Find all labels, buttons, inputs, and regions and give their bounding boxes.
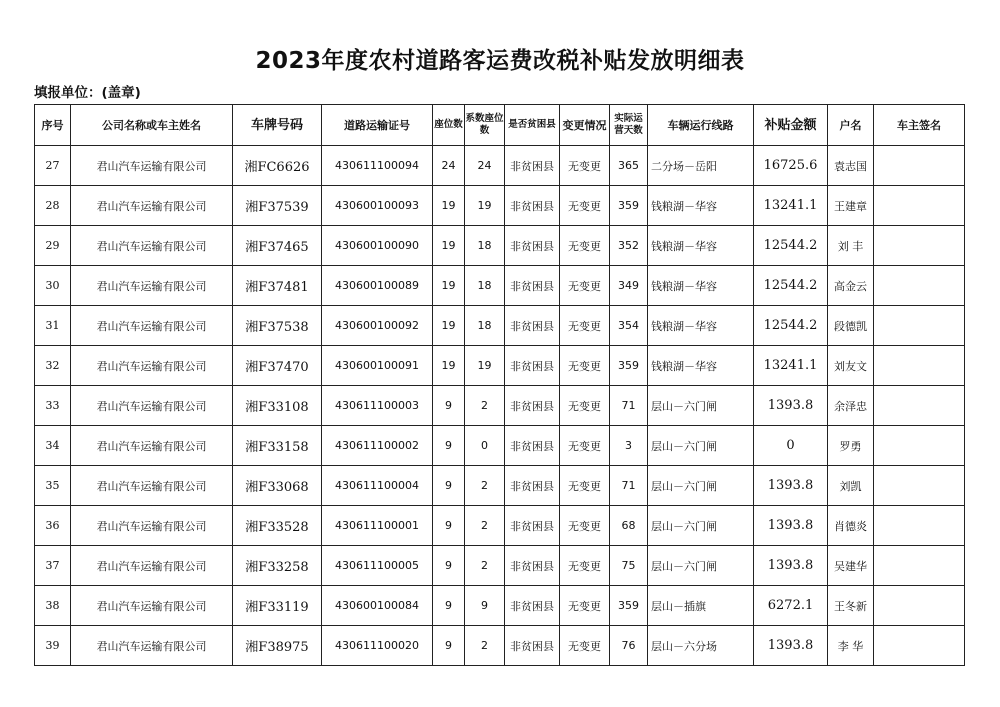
cell-seq: 31 (35, 306, 71, 346)
cell-poor-county: 非贫困县 (505, 546, 560, 586)
table-row (35, 146, 965, 186)
cell-plate: 湘F33068 (233, 466, 322, 506)
cell-change: 无变更 (560, 546, 610, 586)
cell-seats: 9 (433, 426, 465, 466)
cell-account: 高金云 (828, 266, 874, 306)
cell-plate: 湘F33258 (233, 546, 322, 586)
cell-route: 钱粮湖－华容 (648, 346, 754, 386)
cell-route: 层山－六分场 (648, 626, 754, 666)
document-title: 2023年度农村道路客运费改税补贴发放明细表 (255, 48, 745, 74)
cell-seats: 19 (433, 266, 465, 306)
col-header-days: 实际运营天数 (610, 105, 648, 146)
cell-account: 余泽忠 (828, 386, 874, 426)
cell-license: 430611100020 (322, 626, 433, 666)
cell-seq: 34 (35, 426, 71, 466)
cell-account: 段德凯 (828, 306, 874, 346)
cell-license: 430600100090 (322, 226, 433, 266)
cell-seats: 24 (433, 146, 465, 186)
cell-seq: 28 (35, 186, 71, 226)
cell-amount: 1393.8 (754, 466, 828, 506)
cell-poor-county: 非贫困县 (505, 226, 560, 266)
cell-coef-seats: 2 (465, 386, 505, 426)
cell-license: 430611100002 (322, 426, 433, 466)
cell-seq: 35 (35, 466, 71, 506)
cell-company: 君山汽车运输有限公司 (71, 586, 233, 626)
cell-change: 无变更 (560, 346, 610, 386)
cell-account: 袁志国 (828, 146, 874, 186)
cell-amount: 13241.1 (754, 186, 828, 226)
col-header-company: 公司名称或车主姓名 (71, 105, 233, 146)
cell-change: 无变更 (560, 146, 610, 186)
col-header-coef-seats: 系数座位数 (465, 105, 505, 146)
cell-plate: 湘F37470 (233, 346, 322, 386)
cell-change: 无变更 (560, 626, 610, 666)
cell-amount: 6272.1 (754, 586, 828, 626)
cell-signature[interactable] (874, 186, 965, 226)
cell-company: 君山汽车运输有限公司 (71, 546, 233, 586)
cell-plate: 湘F33158 (233, 426, 322, 466)
cell-amount: 12544.2 (754, 306, 828, 346)
cell-seq: 39 (35, 626, 71, 666)
cell-change: 无变更 (560, 466, 610, 506)
cell-seats: 9 (433, 586, 465, 626)
cell-company: 君山汽车运输有限公司 (71, 626, 233, 666)
col-header-amount: 补贴金额 (754, 105, 828, 146)
cell-amount: 13241.1 (754, 346, 828, 386)
cell-coef-seats: 24 (465, 146, 505, 186)
cell-coef-seats: 9 (465, 586, 505, 626)
cell-license: 430611100001 (322, 506, 433, 546)
cell-company: 君山汽车运输有限公司 (71, 186, 233, 226)
cell-amount: 1393.8 (754, 626, 828, 666)
cell-seats: 19 (433, 186, 465, 226)
cell-signature[interactable] (874, 546, 965, 586)
cell-seats: 19 (433, 226, 465, 266)
cell-days: 68 (610, 506, 648, 546)
cell-account: 王冬新 (828, 586, 874, 626)
cell-route: 钱粮湖－华容 (648, 186, 754, 226)
reporting-unit-label: 填报单位：(盖章) (34, 85, 141, 101)
cell-amount: 1393.8 (754, 546, 828, 586)
cell-coef-seats: 2 (465, 546, 505, 586)
cell-company: 君山汽车运输有限公司 (71, 426, 233, 466)
cell-account: 刘友文 (828, 346, 874, 386)
cell-change: 无变更 (560, 506, 610, 546)
table-row (35, 226, 965, 266)
cell-plate: 湘F37539 (233, 186, 322, 226)
cell-coef-seats: 18 (465, 266, 505, 306)
cell-change: 无变更 (560, 586, 610, 626)
cell-seats: 9 (433, 626, 465, 666)
cell-plate: 湘F33108 (233, 386, 322, 426)
cell-days: 365 (610, 146, 648, 186)
cell-signature[interactable] (874, 386, 965, 426)
col-header-account: 户名 (828, 105, 874, 146)
cell-company: 君山汽车运输有限公司 (71, 506, 233, 546)
cell-seq: 37 (35, 546, 71, 586)
cell-license: 430611100003 (322, 386, 433, 426)
cell-days: 349 (610, 266, 648, 306)
cell-change: 无变更 (560, 226, 610, 266)
cell-account: 王建章 (828, 186, 874, 226)
cell-amount: 16725.6 (754, 146, 828, 186)
cell-days: 76 (610, 626, 648, 666)
cell-seats: 19 (433, 306, 465, 346)
cell-poor-county: 非贫困县 (505, 626, 560, 666)
subsidy-table (34, 104, 965, 666)
col-header-poor-county: 是否贫困县 (505, 105, 560, 146)
col-header-signature: 车主签名 (874, 105, 965, 146)
cell-company: 君山汽车运输有限公司 (71, 266, 233, 306)
col-header-route: 车辆运行线路 (648, 105, 754, 146)
cell-poor-county: 非贫困县 (505, 266, 560, 306)
col-header-license: 道路运输证号 (322, 105, 433, 146)
cell-seq: 36 (35, 506, 71, 546)
cell-seq: 32 (35, 346, 71, 386)
cell-signature[interactable] (874, 506, 965, 546)
cell-company: 君山汽车运输有限公司 (71, 466, 233, 506)
cell-signature[interactable] (874, 146, 965, 186)
cell-days: 71 (610, 466, 648, 506)
cell-seats: 9 (433, 386, 465, 426)
cell-days: 71 (610, 386, 648, 426)
cell-seats: 9 (433, 546, 465, 586)
cell-plate: 湘F37465 (233, 226, 322, 266)
cell-route: 钱粮湖－华容 (648, 266, 754, 306)
cell-days: 354 (610, 306, 648, 346)
cell-poor-county: 非贫困县 (505, 186, 560, 226)
cell-license: 430600100093 (322, 186, 433, 226)
cell-account: 刘 丰 (828, 226, 874, 266)
cell-seats: 9 (433, 466, 465, 506)
cell-amount: 12544.2 (754, 266, 828, 306)
cell-route: 层山－六门闸 (648, 386, 754, 426)
cell-plate: 湘F33528 (233, 506, 322, 546)
cell-coef-seats: 18 (465, 226, 505, 266)
cell-change: 无变更 (560, 306, 610, 346)
cell-poor-county: 非贫困县 (505, 386, 560, 426)
cell-seq: 27 (35, 146, 71, 186)
cell-days: 359 (610, 586, 648, 626)
cell-account: 吴建华 (828, 546, 874, 586)
cell-poor-county: 非贫困县 (505, 426, 560, 466)
table-row (35, 266, 965, 306)
cell-route: 层山－六门闸 (648, 506, 754, 546)
cell-coef-seats: 2 (465, 506, 505, 546)
cell-account: 肖德炎 (828, 506, 874, 546)
cell-coef-seats: 19 (465, 346, 505, 386)
cell-amount: 0 (754, 426, 828, 466)
cell-days: 352 (610, 226, 648, 266)
cell-seq: 29 (35, 226, 71, 266)
cell-change: 无变更 (560, 266, 610, 306)
cell-license: 430611100094 (322, 146, 433, 186)
col-header-seq: 序号 (35, 105, 71, 146)
cell-coef-seats: 2 (465, 466, 505, 506)
table-row (35, 546, 965, 586)
table-row (35, 466, 965, 506)
cell-change: 无变更 (560, 426, 610, 466)
cell-signature[interactable] (874, 306, 965, 346)
col-header-change: 变更情况 (560, 105, 610, 146)
cell-company: 君山汽车运输有限公司 (71, 386, 233, 426)
cell-days: 359 (610, 186, 648, 226)
cell-signature[interactable] (874, 346, 965, 386)
cell-coef-seats: 2 (465, 626, 505, 666)
cell-poor-county: 非贫困县 (505, 306, 560, 346)
cell-route: 层山－六门闸 (648, 466, 754, 506)
cell-amount: 12544.2 (754, 226, 828, 266)
cell-route: 二分场－岳阳 (648, 146, 754, 186)
table-row (35, 306, 965, 346)
cell-days: 75 (610, 546, 648, 586)
cell-poor-county: 非贫困县 (505, 466, 560, 506)
cell-route: 钱粮湖－华容 (648, 306, 754, 346)
cell-change: 无变更 (560, 186, 610, 226)
cell-license: 430600100084 (322, 586, 433, 626)
cell-seats: 19 (433, 346, 465, 386)
cell-company: 君山汽车运输有限公司 (71, 346, 233, 386)
cell-days: 3 (610, 426, 648, 466)
col-header-seats: 座位数 (433, 105, 465, 146)
cell-seats: 9 (433, 506, 465, 546)
cell-route: 层山－六门闸 (648, 546, 754, 586)
cell-company: 君山汽车运输有限公司 (71, 306, 233, 346)
cell-poor-county: 非贫困县 (505, 346, 560, 386)
cell-plate: 湘F37481 (233, 266, 322, 306)
cell-coef-seats: 19 (465, 186, 505, 226)
header-row (35, 105, 965, 146)
table-row (35, 186, 965, 226)
cell-signature[interactable] (874, 626, 965, 666)
cell-account: 李 华 (828, 626, 874, 666)
cell-plate: 湘F33119 (233, 586, 322, 626)
cell-license: 430600100091 (322, 346, 433, 386)
table-row (35, 386, 965, 426)
cell-change: 无变更 (560, 386, 610, 426)
cell-plate: 湘FC6626 (233, 146, 322, 186)
cell-signature[interactable] (874, 226, 965, 266)
cell-company: 君山汽车运输有限公司 (71, 146, 233, 186)
cell-seq: 38 (35, 586, 71, 626)
cell-coef-seats: 18 (465, 306, 505, 346)
cell-poor-county: 非贫困县 (505, 146, 560, 186)
cell-seq: 33 (35, 386, 71, 426)
cell-signature[interactable] (874, 466, 965, 506)
table-row (35, 626, 965, 666)
cell-poor-county: 非贫困县 (505, 506, 560, 546)
cell-license: 430611100005 (322, 546, 433, 586)
cell-account: 刘凯 (828, 466, 874, 506)
cell-license: 430600100092 (322, 306, 433, 346)
cell-signature[interactable] (874, 266, 965, 306)
cell-plate: 湘F38975 (233, 626, 322, 666)
table-row (35, 586, 965, 626)
cell-route: 层山－插旗 (648, 586, 754, 626)
cell-company: 君山汽车运输有限公司 (71, 226, 233, 266)
cell-poor-county: 非贫困县 (505, 586, 560, 626)
cell-account: 罗勇 (828, 426, 874, 466)
cell-route: 层山－六门闸 (648, 426, 754, 466)
cell-coef-seats: 0 (465, 426, 505, 466)
cell-amount: 1393.8 (754, 386, 828, 426)
cell-amount: 1393.8 (754, 506, 828, 546)
cell-plate: 湘F37538 (233, 306, 322, 346)
col-header-plate: 车牌号码 (233, 105, 322, 146)
cell-signature[interactable] (874, 426, 965, 466)
cell-license: 430600100089 (322, 266, 433, 306)
cell-license: 430611100004 (322, 466, 433, 506)
table-row (35, 506, 965, 546)
cell-days: 359 (610, 346, 648, 386)
cell-route: 钱粮湖－华容 (648, 226, 754, 266)
table-row (35, 426, 965, 466)
cell-signature[interactable] (874, 586, 965, 626)
cell-seq: 30 (35, 266, 71, 306)
table-row (35, 346, 965, 386)
